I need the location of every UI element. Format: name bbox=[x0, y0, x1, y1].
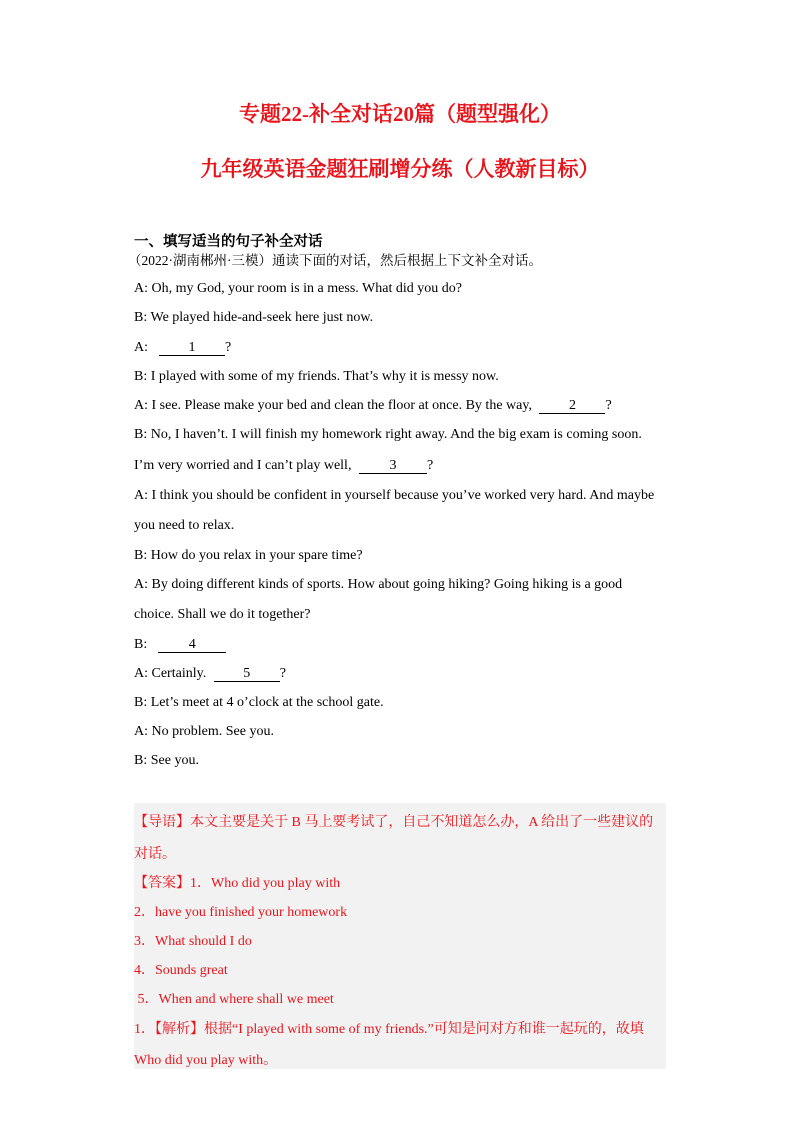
answer-2: 2．have you finished your homework bbox=[134, 905, 348, 920]
dialogue-line: A: I think you should be confident in yourself because you’ve worked very hard. And maybe bbox=[134, 488, 655, 503]
dialogue-line: B: Let’s meet at 4 o’clock at the school gate. bbox=[134, 695, 384, 710]
dialogue-prefix: A: I see. Please make your bed and clean the floor at once. By the way, bbox=[134, 398, 536, 413]
document-subtitle: 九年级英语金题狂刷增分练（人教新目标） bbox=[200, 157, 600, 181]
dialogue-line: A: By doing different kinds of sports. How about going hiking? Going hiking is a good bbox=[134, 577, 623, 592]
dialogue-line: choice. Shall we do it together? bbox=[134, 607, 311, 622]
analysis-line-2: Who did you play with。 bbox=[134, 1053, 278, 1068]
dialogue-line: B: How do you relax in your spare time? bbox=[134, 548, 363, 563]
blank-4[interactable]: 4 bbox=[158, 637, 226, 653]
dialogue-line: B: We played hide-and-seek here just now. bbox=[134, 310, 374, 325]
answer-1: 【答案】1．Who did you play with bbox=[134, 876, 341, 891]
blank-2[interactable]: 2 bbox=[539, 398, 605, 414]
dialogue-line: you need to relax. bbox=[134, 518, 235, 533]
dialogue-line bbox=[134, 340, 231, 356]
dialogue-line: B: I played with some of my friends. That’s why it is messy now. bbox=[134, 369, 499, 384]
dialogue-prefix: I’m very worried and I can’t play well, bbox=[134, 458, 355, 473]
analysis-line-1: 1．【解析】根据“I played with some of my friends.”可知是问对方和谁一起玩的，故填 bbox=[134, 1022, 644, 1037]
dialogue-line: B: No, I haven’t. I will finish my homework right away. And the big exam is coming soon. bbox=[134, 427, 642, 442]
dialogue-line bbox=[134, 398, 612, 414]
blank-1[interactable]: 1 bbox=[159, 340, 225, 356]
source-note: （2022·湖南郴州·三模）通读下面的对话，然后根据上下文补全对话。 bbox=[128, 253, 542, 268]
dialogue-suffix: ? bbox=[426, 458, 434, 473]
dialogue-prefix: A: Certainly. bbox=[134, 666, 210, 681]
dialogue-line: A: No problem. See you. bbox=[134, 724, 274, 739]
dialogue-prefix: A: bbox=[134, 340, 155, 355]
answer-5: 5．When and where shall we meet bbox=[134, 992, 334, 1007]
section-heading: 一、填写适当的句子补全对话 bbox=[134, 234, 323, 250]
dialogue-suffix: ? bbox=[279, 666, 286, 681]
answer-3: 3．What should I do bbox=[134, 934, 252, 949]
dialogue-suffix: ? bbox=[225, 340, 232, 355]
dialogue-line bbox=[134, 637, 226, 653]
dialogue-prefix: B: bbox=[134, 637, 155, 652]
dialogue-line bbox=[134, 666, 286, 682]
document-title: 专题22-补全对话20篇（题型强化） bbox=[239, 102, 561, 126]
dialogue-line bbox=[134, 458, 433, 474]
guide-line-1: 【导语】本文主要是关于 B 马上要考试了，自己不知道怎么办，A 给出了一些建议的 bbox=[134, 815, 654, 830]
dialogue-line: A: Oh, my God, your room is in a mess. What did you do? bbox=[134, 281, 462, 296]
blank-3[interactable]: 3 bbox=[359, 458, 427, 474]
guide-line-2: 对话。 bbox=[134, 847, 176, 862]
answer-4: 4．Sounds great bbox=[134, 963, 228, 978]
dialogue-suffix: ? bbox=[605, 398, 612, 413]
dialogue-line: B: See you. bbox=[134, 753, 199, 768]
blank-5[interactable]: 5 bbox=[214, 666, 280, 682]
